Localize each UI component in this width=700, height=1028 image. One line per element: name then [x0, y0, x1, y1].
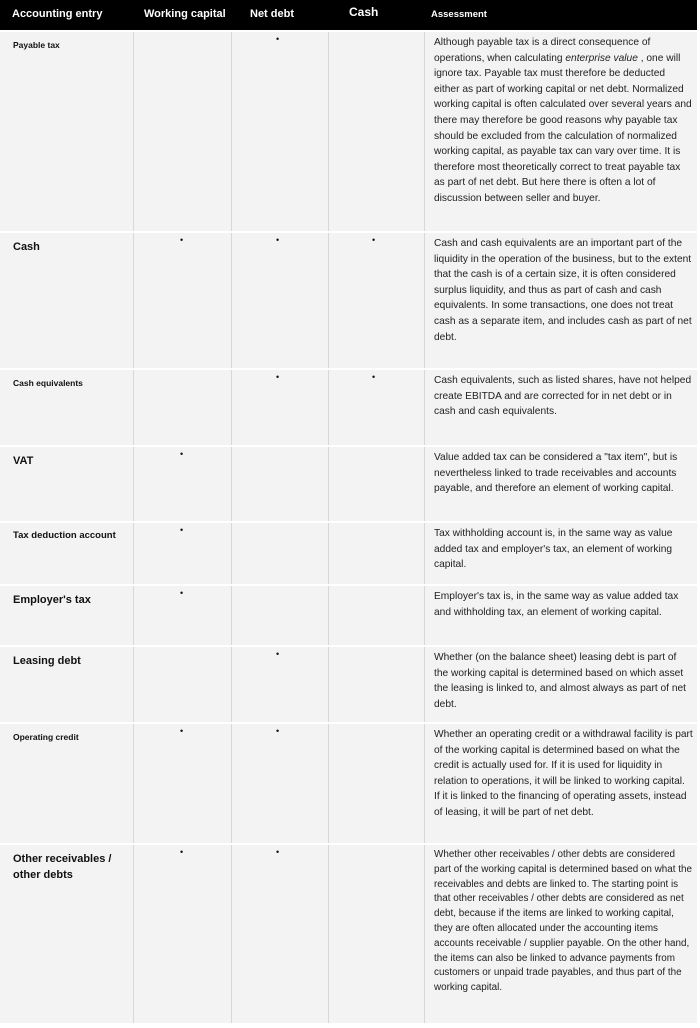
- entry-label: Tax deduction account: [0, 523, 134, 584]
- working-capital-cell: [134, 724, 232, 843]
- bullet-marker: •: [180, 726, 184, 736]
- cash-cell: [329, 647, 425, 722]
- assessment-text: Whether an operating credit or a withdrawal facility is part of the working capital is determined based on what the credit is actually used for. If it is used for liquidity in relation to operations, it will be linked to working capital. If it is linked to the financing of operating assets, instead of leasing, it will be part of net debt.: [434, 729, 693, 818]
- header-cash: Cash: [349, 5, 379, 19]
- table-row: [0, 445, 697, 521]
- table-row: [0, 521, 697, 584]
- assessment-text: Cash equivalents, such as listed shares, have not helped create EBITDA and are corrected for in net debt or in cash and cash equivalents.: [434, 375, 692, 418]
- table-row: [0, 843, 697, 1023]
- working-capital-cell: [134, 523, 232, 584]
- cash-cell: [329, 523, 425, 584]
- table-row: [0, 368, 697, 445]
- net-debt-cell: [232, 724, 329, 843]
- bullet-marker: •: [372, 235, 376, 245]
- assessment-text: Tax withholding account is, in the same way as value added tax and employer's tax, an element of working capital.: [434, 528, 673, 571]
- table-row: [0, 30, 697, 231]
- bullet-marker: •: [180, 449, 184, 459]
- cash-cell: [329, 447, 425, 521]
- bullet-marker: •: [180, 847, 184, 857]
- bullet-marker: •: [372, 372, 376, 382]
- working-capital-cell: [134, 647, 232, 722]
- entry-label: Cash equivalents: [0, 370, 134, 445]
- working-capital-cell: [134, 370, 232, 445]
- cash-cell: [329, 370, 425, 445]
- entry-label: Employer's tax: [0, 586, 134, 645]
- working-capital-cell: [134, 233, 232, 368]
- table-header: [0, 0, 697, 30]
- assessment-text: Although payable tax is a direct consequence of operations, when calculating enterprise value , one will ignore tax. Payable tax must therefore be deducted either as part of working capital or net debt. Normalized working capital is often calculated over several years and there may therefore be good reasons why payable tax should be excluded from the calculation of normalized working capital, as payable tax can vary over time. It is therefore most theoretically correct to treat payable tax as part of net debt. But here there is often a lot of discussion between seller and buyer.: [434, 37, 692, 204]
- bullet-marker: •: [276, 726, 280, 736]
- net-debt-cell: [232, 586, 329, 645]
- cash-cell: [329, 233, 425, 368]
- cash-cell: [329, 845, 425, 1023]
- net-debt-cell: [232, 845, 329, 1023]
- bullet-marker: •: [276, 649, 280, 659]
- assessment-text: Whether (on the balance sheet) leasing debt is part of the working capital is determined based on which asset the leasing is linked to, and almost always as part of net debt.: [434, 652, 686, 710]
- entry-label: Other receivables / other debts: [0, 845, 134, 1023]
- entry-label: Operating credit: [0, 724, 134, 843]
- net-debt-cell: [232, 32, 329, 231]
- assessment-text: Cash and cash equivalents are an important part of the liquidity in the operation of the business, but to the extent that the cash is of a certain size, it is often considered surplus liquidity, and thus as part of cash and cash equivalents. In some transactions, one does not treat cash as a separate item, and includes cash as part of net debt.: [434, 238, 692, 343]
- entry-label: Payable tax: [0, 32, 134, 231]
- working-capital-cell: [134, 32, 232, 231]
- assessment-text: Whether other receivables / other debts are considered part of the working capital is determined based on what the receivables and debts are linked to. The starting point is that other receivables / other debts are considered as net debt, because if the items are linked to working capital, they are often allocated under the accounting items accounts receivable / supplier payable. On the other hand, the items can also be linked to advance payments from customers or unpaid trade payables, and thus part of the working capital.: [434, 849, 692, 994]
- cash-cell: [329, 32, 425, 231]
- header-assessment: Assessment: [431, 9, 487, 20]
- bullet-marker: •: [180, 588, 184, 598]
- header-working-capital: Working capital: [144, 8, 226, 20]
- table-row: [0, 645, 697, 722]
- table-row: [0, 722, 697, 843]
- net-debt-cell: [232, 370, 329, 445]
- net-debt-cell: [232, 647, 329, 722]
- bullet-marker: •: [276, 235, 280, 245]
- bullet-marker: •: [276, 372, 280, 382]
- cash-cell: [329, 586, 425, 645]
- entry-label: Cash: [0, 233, 134, 368]
- bullet-marker: •: [180, 525, 184, 535]
- bullet-marker: •: [276, 34, 280, 44]
- entry-label: VAT: [0, 447, 134, 521]
- bullet-marker: •: [276, 847, 280, 857]
- working-capital-cell: [134, 447, 232, 521]
- bullet-marker: •: [180, 235, 184, 245]
- net-debt-cell: [232, 447, 329, 521]
- working-capital-cell: [134, 586, 232, 645]
- assessment-text: Value added tax can be considered a "tax item", but is nevertheless linked to trade receivables and accounts payable, and therefore an element of working capital.: [434, 452, 678, 495]
- entry-label: Leasing debt: [0, 647, 134, 722]
- net-debt-cell: [232, 523, 329, 584]
- table-row: [0, 584, 697, 645]
- assessment-text: Employer's tax is, in the same way as value added tax and withholding tax, an element of working capital.: [434, 591, 679, 618]
- net-debt-cell: [232, 233, 329, 368]
- cash-cell: [329, 724, 425, 843]
- header-net-debt: Net debt: [250, 8, 294, 20]
- header-accounting-entry: Accounting entry: [12, 8, 103, 20]
- working-capital-cell: [134, 845, 232, 1023]
- table-row: [0, 231, 697, 368]
